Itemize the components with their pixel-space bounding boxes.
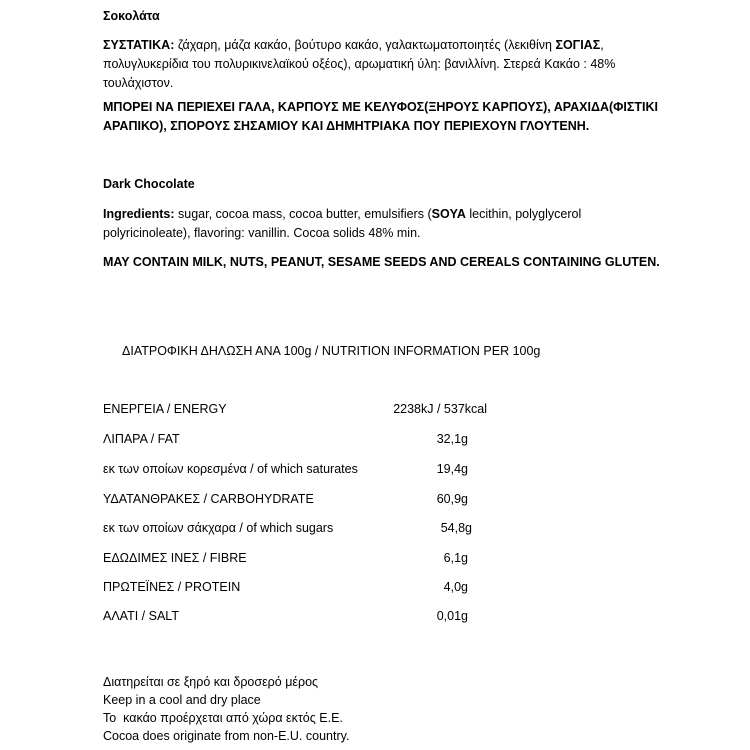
english-allergen-soy: SOYA — [431, 207, 466, 221]
greek-ingredients-line-3: τουλάχιστον. — [103, 76, 174, 90]
nutrition-row-salt-label: ΑΛΑΤΙ / SALT — [103, 609, 179, 623]
english-ingredients-text: sugar, cocoa mass, cocoa butter, emulsifiers ( — [174, 207, 432, 221]
nutrition-title: ΔΙΑΤΡΟΦΙΚΗ ΔΗΛΩΣΗ ΑΝΑ 100g / NUTRITION INFORMATION PER 100g — [122, 344, 541, 358]
english-ingredients — [103, 205, 663, 243]
english-ingredients-line-1 — [103, 205, 663, 224]
english-ingredients-label: Ingredients: — [103, 207, 175, 221]
nutrition-row-fibre-value: 6,1g — [443, 551, 468, 565]
nutrition-row-carbohydrate-label: ΥΔΑΤΑΝΘΡΑΚΕΣ / CARBOHYDRATE — [103, 492, 314, 506]
greek-title: Σοκολάτα — [103, 9, 160, 23]
nutrition-row-saturates-value: 19,4g — [436, 462, 468, 476]
nutrition-row-sugars-value: 54,8g — [440, 521, 472, 535]
nutrition-row-energy-value: 2238kJ / 537kcal — [393, 402, 487, 416]
nutrition-row-protein-value: 4,0g — [443, 580, 468, 594]
english-title: Dark Chocolate — [103, 177, 195, 191]
greek-ingredients — [103, 36, 663, 93]
greek-warning-line-2: ΑΡΑΠΙΚΟ), ΣΠΟΡΟΥΣ ΣΗΣΑΜΙΟΥ ΚΑΙ ΔΗΜΗΤΡΙΑΚΑ ΠΟΥ ΠΕΡΙΕΧΟΥΝ ΓΛΟΥΤΕΝΗ. — [103, 119, 590, 133]
nutrition-row-carbohydrate-value: 60,9g — [436, 492, 468, 506]
nutrition-row-saturates-label: εκ των οποίων κορεσμένα / of which saturates — [103, 462, 358, 476]
greek-ingredients-line-2: πολυγλυκερίδια του πολυρικινελαϊκού οξέος), αρωματική ύλη: βανιλλίνη. Στερεά Κακάο : 48% — [103, 57, 616, 71]
storage-and-origin-notes — [103, 673, 349, 745]
greek-ingredients-comma: , — [600, 38, 604, 52]
origin-note-english: Cocoa does originate from non-E.U. country. — [103, 729, 350, 743]
greek-ingredients-line-1 — [103, 36, 663, 55]
greek-ingredients-label: ΣΥΣΤΑΤΙΚΑ: — [103, 38, 175, 52]
nutrition-row-protein-label: ΠΡΩΤΕΪΝΕΣ / PROTEIN — [103, 580, 241, 594]
storage-note-greek: Διατηρείται σε ξηρό και δροσερό μέρος — [103, 675, 319, 689]
storage-note-english: Keep in a cool and dry place — [103, 693, 261, 707]
nutrition-row-fibre-label: ΕΔΩΔΙΜΕΣ ΙΝΕΣ / FIBRE — [103, 551, 247, 565]
nutrition-row-fat-value: 32,1g — [436, 432, 468, 446]
greek-allergen-soy: ΣΟΓΙΑΣ — [555, 38, 601, 52]
english-ingredients-text-2: lecithin, polyglycerol — [465, 207, 582, 221]
greek-ingredients-text: ζάχαρη, μάζα κακάο, βούτυρο κακάο, γαλακτωματοποιητές (λεκιθίνη — [174, 38, 556, 52]
greek-warning-line-1: ΜΠΟΡΕΙ ΝΑ ΠΕΡΙΕΧΕΙ ΓΑΛΑ, ΚΑΡΠΟΥΣ ΜΕ ΚΕΛΥΦΟΣ(ΞΗΡΟΥΣ ΚΑΡΠΟΥΣ), ΑΡΑΧΙΔΑ(ΦΙΣΤΙΚΙ — [103, 100, 658, 114]
origin-note-greek: Το κακάο προέρχεται από χώρα εκτός Ε.Ε. — [103, 711, 343, 725]
nutrition-row-fat-label: ΛΙΠΑΡΑ / FAT — [103, 432, 180, 446]
nutrition-row-sugars-label: εκ των οποίων σάκχαρα / of which sugars — [103, 521, 334, 535]
greek-allergen-warning — [103, 98, 703, 136]
english-ingredients-line-2: polyricinoleate), flavoring: vanillin. Cocoa solids 48% min. — [103, 226, 421, 240]
english-allergen-warning: MAY CONTAIN MILK, NUTS, PEANUT, SESAME SEEDS AND CEREALS CONTAINING GLUTEN. — [103, 255, 660, 269]
nutrition-row-energy-label: ΕΝΕΡΓΕΙΑ / ENERGY — [103, 402, 227, 416]
nutrition-row-salt-value: 0,01g — [436, 609, 468, 623]
